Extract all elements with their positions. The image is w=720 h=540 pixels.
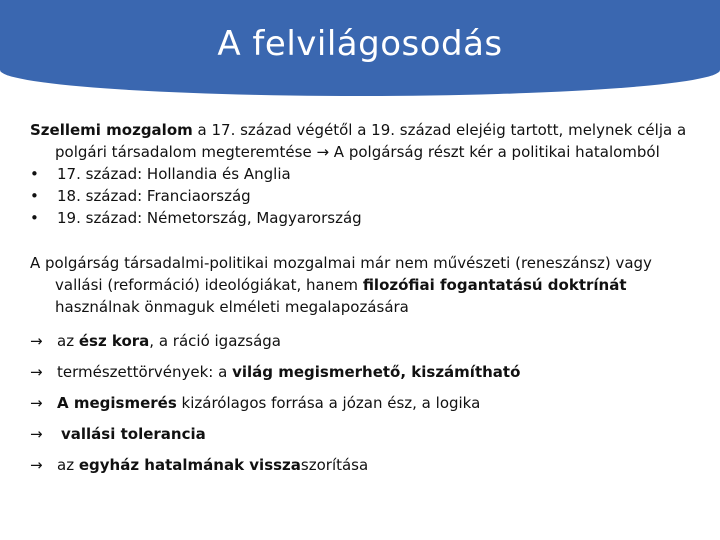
arrow-item-bold: ész kora (78, 332, 150, 350)
arrow-item-text: az (57, 456, 79, 474)
arrow-item (30, 361, 698, 383)
arrow-item-text: kizárólagos forrása a józan ész, a logika (176, 394, 481, 412)
bullet-icon: • (30, 209, 39, 227)
intro-cont-text: polgári társadalom megteremtése (55, 143, 317, 161)
arrow-item-bold: A megismerés (57, 394, 177, 412)
arrow-item-text: szorítása (300, 456, 369, 474)
intro-paragraph (30, 119, 698, 163)
intro-bold: Szellemi mozgalom (30, 121, 193, 139)
bullet-icon: • (30, 165, 39, 183)
arrow-icon: → (30, 332, 43, 350)
arrow-item-text: természettörvények: a (57, 363, 233, 381)
list-item-text: 19. század: Németország, Magyarország (57, 209, 362, 227)
p2-line3: használnak önmaguk elméleti megalapozására (55, 298, 409, 316)
arrow-item-text: , a ráció igazsága (149, 332, 281, 350)
century-list (30, 163, 698, 229)
arrow-item-bold: vallási tolerancia (61, 425, 206, 443)
p2-line2-text: vallási (reformáció) ideológiákat, hanem (55, 276, 363, 294)
arrow-item (30, 454, 698, 476)
arrow-icon: → (30, 456, 43, 474)
arrow-item (30, 423, 698, 445)
second-paragraph (30, 252, 698, 318)
arrow-item (30, 392, 698, 414)
list-item (30, 163, 698, 185)
list-item (30, 207, 698, 229)
title-banner (0, 0, 720, 96)
list-item (30, 185, 698, 207)
arrow-icon: → (316, 143, 330, 161)
slide-title: A felvilágosodás (217, 24, 503, 64)
arrow-item-text: az (57, 332, 79, 350)
spacer (30, 229, 698, 252)
arrow-icon: → (30, 363, 43, 381)
intro-continuation (30, 141, 698, 163)
arrow-list (30, 330, 698, 476)
arrow-icon: → (30, 425, 43, 443)
arrow-item-bold: világ megismerhető, kiszámítható (232, 363, 521, 381)
arrow-icon: → (30, 394, 43, 412)
arrow-item-bold: egyház hatalmának vissza (78, 456, 301, 474)
p2-line2 (30, 274, 698, 296)
arrow-item (30, 330, 698, 352)
p2-line1: A polgárság társadalmi-politikai mozgalmai már nem művészeti (reneszánsz) vagy (30, 254, 652, 272)
p2-line2-bold: filozófiai fogantatású doktrínát (362, 276, 627, 294)
intro-text: a 17. század végétől a 19. század elejéig tartott, melynek célja a (192, 121, 687, 139)
bullet-icon: • (30, 187, 39, 205)
slide-content (30, 119, 698, 485)
list-item-text: 17. század: Hollandia és Anglia (57, 165, 291, 183)
intro-cont-text-2: A polgárság részt kér a politikai hatalomból (329, 143, 660, 161)
list-item-text: 18. század: Franciaország (57, 187, 251, 205)
